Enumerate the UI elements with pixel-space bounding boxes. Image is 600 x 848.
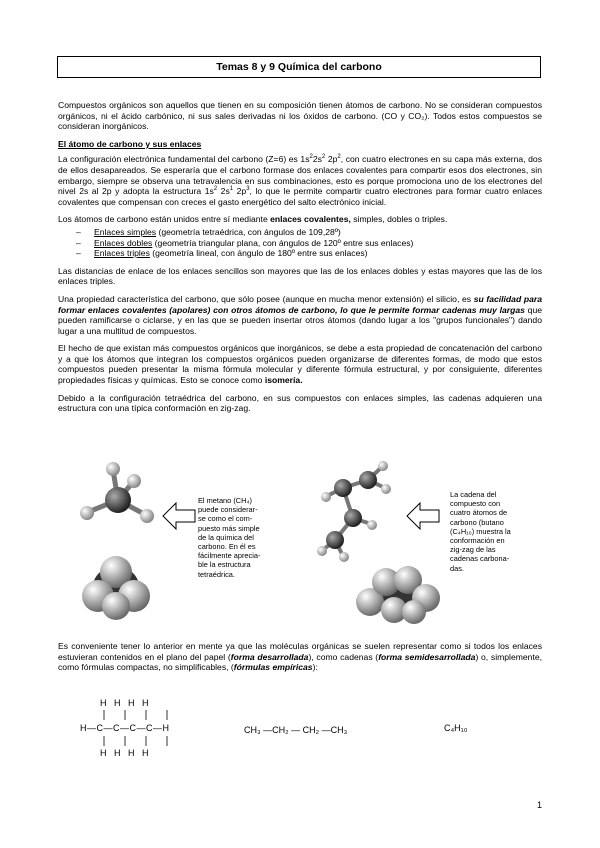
page-number: 1	[536, 800, 542, 810]
paragraph-configuration: La configuración electrónica fundamental del carbono (Z=6) es $1s^22s^2$ $2p^2$, con cuatro electrones en su capa más externa, dos de ellos desapareados. Se esperaría que el carbono formase dos enlaces covalentes para compartir esos dos electrones, sin embargo, siempre se observa una tetravalencia en sus combinaciones, esto es porque promociona uno de los electrones del nivel 2s al 2p y adopta la estructura $1s^2$ $2s^1$ $2p^3$, lo que le permite compartir cuatro electrones para formar cuatro enlaces covalentes que compensan con creces el gasto energético del salto electrónico inicial.	[58, 154, 542, 207]
figures-row	[58, 458, 542, 633]
paragraph-isomerism: El hecho de que existan más compuestos orgánicos que inorgánicos, se debe a esta propiedad de concatenación del carbono y a que los átomos que integran los compuestos orgánicos pueden organizarse de diferentes formas, de modo que estos compuestos pueden presentar la misma fórmula molecular y diferente fórmula estructural, y por consiguiente, diferentes propiedades físicas y químicas. Esto se conoce como isomería.	[58, 343, 542, 386]
paragraph-distances: Las distancias de enlace de los enlaces sencillos son mayores que las de los enlaces dobles y estas mayores que las de los enlaces triples.	[58, 265, 542, 287]
bond-list	[58, 227, 542, 259]
intro-paragraph: Compuestos orgánicos son aquellos que tienen en su composición tienen átomos de carbono. No se consideran compuestos orgánicos, ni el ácido carbónico, ni sus sales derivadas ni los óxidos de carbono. (CO y CO₂). Todos estos compuestos se consideran inorgánicos.	[58, 100, 542, 132]
empirical-formula: C₄H₁₀	[444, 723, 468, 733]
paragraph-zigzag: Debido a la configuración tetraédrica del carbono, en sus compuestos con enlaces simples, las cadenas adquieren una estructura con una típica conformación en zig-zag.	[58, 392, 542, 414]
butane-model-image	[313, 458, 403, 563]
list-item: – Enlaces triples (geometría lineal, con ángulo de 180º entre sus enlaces)	[76, 248, 368, 259]
main-text	[58, 100, 542, 421]
arrow-icon	[162, 502, 196, 530]
methane-spacefill-image	[76, 550, 156, 625]
paragraph-representation: Es conveniente tener lo anterior en mente ya que las moléculas orgánicas se suelen representar como si todos los enlaces estuvieran contenidos en el plano del papel (forma desarrollada), como cadenas (forma semidesarrollada) o, simplemente, como fórmulas compactas, no simplificables, (fórmulas empíricas):	[58, 641, 543, 673]
developed-formula: H H H H H—C—C—C—C—H H H H H	[80, 698, 200, 760]
paragraph-property: Una propiedad característica del carbono, que sólo posee (aunque en mucha menor extensión) el silicio, es su facilidad para formar enlaces covalentes (apolares) con otros átomos de carbono, lo que le permite formar cadenas muy largas que pueden ramificarse o ciclarse, y en las que se pueden insertar otros átomos (dando lugar a los "grupos funcionales") dando lugar a una multitud de compuestos.	[58, 293, 542, 336]
page-title: Temas 8 y 9 Química del carbono	[57, 56, 541, 78]
methane-model-image	[68, 460, 168, 535]
butane-caption: La cadena del compuesto con cuatro átomos de carbono (butano (C₄H₁₀) muestra la conformación en zig-zag de las cadenas carbona- das.	[450, 490, 511, 573]
list-item: – Enlaces simples (geometría tetraédrica, con ángulos de 109,28º)	[76, 226, 341, 237]
butane-spacefill-image	[348, 558, 448, 628]
paragraph-bonds: Los átomos de carbono están unidos entre sí mediante enlaces covalentes, simples, dobles o triples.	[58, 214, 448, 225]
section-heading: El átomo de carbono y sus enlaces	[58, 138, 202, 149]
methane-caption: El metano (CH₄) puede considerar- se como el com- puesto más simple de la química del carbono. En él es fácilmente aprecia- ble la estructura tetraédrica.	[198, 496, 261, 579]
list-item: – Enlaces dobles (geometría triangular plana, con ángulos de 120º entre sus enlaces)	[76, 237, 414, 248]
arrow-icon	[406, 502, 440, 530]
semidevelopeded-formula: CH₃ —CH₂ — CH₂ —CH₃	[244, 725, 348, 735]
